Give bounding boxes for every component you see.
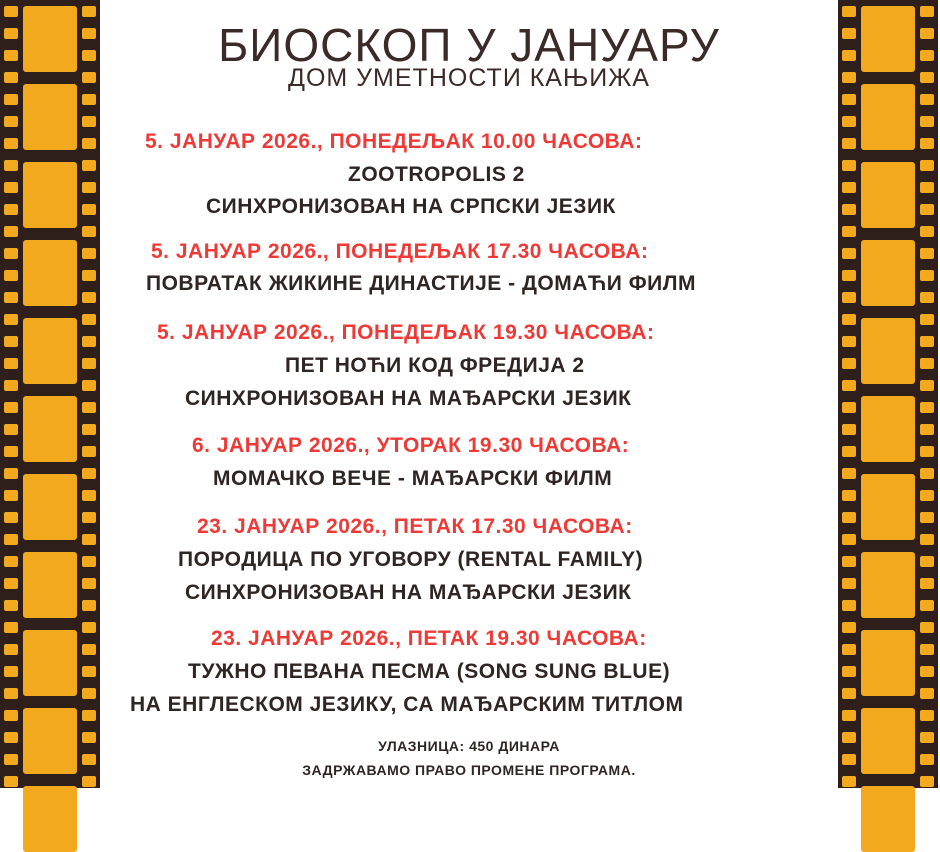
film-perforation: [82, 204, 96, 215]
film-perforation: [82, 292, 96, 303]
film-perforation: [842, 50, 856, 61]
film-perforation: [920, 424, 934, 435]
film-perforation: [842, 446, 856, 457]
film-perforation: [920, 666, 934, 677]
film-perforation: [842, 534, 856, 545]
screening-4-date: 6. ЈАНУАР 2026., УТОРАК 19.30 ЧАСОВА:: [192, 434, 630, 457]
screening-2-title: ПОВРАТАК ЖИКИНЕ ДИНАСТИЈЕ - ДОМАЋИ ФИЛМ: [146, 272, 696, 295]
film-frame: [23, 630, 77, 696]
film-perforation: [4, 6, 18, 17]
film-perforation: [4, 600, 18, 611]
film-perforation: [4, 402, 18, 413]
screening-5-date: 23. ЈАНУАР 2026., ПЕТАК 17.30 ЧАСОВА:: [197, 515, 633, 538]
film-perforation: [4, 94, 18, 105]
film-perforation: [82, 138, 96, 149]
film-perforation: [82, 28, 96, 39]
film-perforation: [4, 622, 18, 633]
venue-subtitle: ДОМ УМЕТНОСТИ КАЊИЖА: [288, 64, 650, 92]
film-perforation: [4, 72, 18, 83]
screening-1-date: 5. ЈАНУАР 2026., ПОНЕДЕЉАК 10.00 ЧАСОВА:: [145, 130, 643, 153]
film-perforation: [920, 270, 934, 281]
film-perforation: [82, 754, 96, 765]
film-perforation: [842, 248, 856, 259]
screening-6-date: 23. ЈАНУАР 2026., ПЕТАК 19.30 ЧАСОВА:: [211, 627, 647, 650]
film-perforation-column: [920, 0, 934, 788]
film-perforation: [920, 688, 934, 699]
film-perforation: [920, 710, 934, 721]
film-perforation: [920, 138, 934, 149]
film-frame: [861, 396, 915, 462]
film-perforation: [920, 204, 934, 215]
film-perforation: [4, 534, 18, 545]
film-perforation: [82, 182, 96, 193]
film-perforation: [82, 490, 96, 501]
film-perforation: [920, 28, 934, 39]
film-perforation: [4, 270, 18, 281]
film-perforation: [842, 204, 856, 215]
film-perforation: [920, 50, 934, 61]
film-perforation: [920, 160, 934, 171]
film-perforation: [82, 248, 96, 259]
film-frame: [23, 474, 77, 540]
film-perforation: [842, 226, 856, 237]
film-perforation: [4, 248, 18, 259]
film-perforation: [920, 336, 934, 347]
screening-6-title: ТУЖНО ПЕВАНА ПЕСМА (SONG SUNG BLUE): [188, 660, 671, 683]
film-frame: [861, 162, 915, 228]
film-perforation: [920, 732, 934, 743]
film-perforation: [4, 512, 18, 523]
film-frame: [23, 708, 77, 774]
film-perforation: [82, 688, 96, 699]
film-perforation: [4, 644, 18, 655]
film-perforation: [82, 600, 96, 611]
film-perforation: [82, 72, 96, 83]
film-perforation: [920, 600, 934, 611]
film-perforation: [842, 512, 856, 523]
film-perforation: [82, 402, 96, 413]
film-perforation-column: [4, 0, 18, 788]
film-perforation: [842, 6, 856, 17]
film-perforation: [920, 446, 934, 457]
film-frame: [861, 630, 915, 696]
film-perforation: [82, 226, 96, 237]
film-perforation: [4, 776, 18, 787]
film-perforation: [920, 512, 934, 523]
film-perforation: [82, 578, 96, 589]
film-perforation: [82, 644, 96, 655]
film-perforation-column: [82, 0, 96, 788]
page-title: БИОСКОП У ЈАНУАРУ: [218, 19, 720, 71]
film-perforation: [4, 446, 18, 457]
film-perforation: [920, 94, 934, 105]
film-perforation: [82, 512, 96, 523]
film-perforation: [842, 666, 856, 677]
film-perforation: [920, 556, 934, 567]
film-frame: [23, 240, 77, 306]
film-perforation: [842, 402, 856, 413]
film-perforation: [920, 644, 934, 655]
film-perforation: [842, 138, 856, 149]
ticket-price: УЛАЗНИЦА: 450 ДИНАРА: [378, 738, 560, 754]
film-perforation: [82, 776, 96, 787]
film-frame: [861, 6, 915, 72]
film-perforation: [920, 490, 934, 501]
film-perforation: [842, 380, 856, 391]
film-frame: [23, 162, 77, 228]
film-perforation: [4, 50, 18, 61]
film-perforation: [82, 336, 96, 347]
film-perforation: [4, 666, 18, 677]
film-perforation: [4, 160, 18, 171]
film-perforation: [82, 710, 96, 721]
film-perforation: [842, 28, 856, 39]
film-perforation: [82, 732, 96, 743]
screening-3-date: 5. ЈАНУАР 2026., ПОНЕДЕЉАК 19.30 ЧАСОВА:: [157, 321, 655, 344]
screening-5-title: ПОРОДИЦА ПО УГОВОРУ (RENTAL FAMILY): [178, 548, 644, 571]
left-filmstrip-decoration: [0, 0, 100, 788]
film-perforation: [920, 314, 934, 325]
film-perforation: [4, 182, 18, 193]
film-perforation: [4, 116, 18, 127]
film-perforation: [842, 644, 856, 655]
film-perforation-column: [842, 0, 856, 788]
film-perforation: [842, 424, 856, 435]
film-perforation: [920, 578, 934, 589]
screening-6-note: НА ЕНГЛЕСКОМ ЈЕЗИКУ, СА МАЂАРСКИМ ТИТЛОМ: [130, 693, 684, 716]
film-perforation: [920, 6, 934, 17]
film-perforation: [82, 446, 96, 457]
film-perforation: [4, 468, 18, 479]
film-perforation: [842, 688, 856, 699]
film-perforation: [842, 336, 856, 347]
film-perforation: [4, 138, 18, 149]
film-perforation: [842, 358, 856, 369]
film-perforation: [920, 402, 934, 413]
film-perforation: [82, 270, 96, 281]
film-frame: [861, 786, 915, 852]
film-perforation: [82, 468, 96, 479]
film-perforation: [842, 710, 856, 721]
film-perforation: [4, 314, 18, 325]
film-perforation: [920, 776, 934, 787]
film-perforation: [920, 380, 934, 391]
film-frame: [861, 552, 915, 618]
film-perforation: [842, 314, 856, 325]
film-perforation: [82, 6, 96, 17]
film-perforation: [920, 72, 934, 83]
screening-4-title: МОМАЧКО ВЕЧЕ - МАЂАРСКИ ФИЛМ: [213, 467, 613, 490]
film-perforation: [920, 468, 934, 479]
right-filmstrip-decoration: [838, 0, 938, 788]
film-perforation: [920, 754, 934, 765]
film-frame: [23, 552, 77, 618]
screening-3-title: ПЕТ НОЋИ КОД ФРЕДИЈА 2: [285, 354, 585, 377]
film-perforation: [82, 666, 96, 677]
film-perforation: [842, 578, 856, 589]
poster-content: [100, 0, 838, 788]
film-perforation: [842, 622, 856, 633]
film-perforation: [4, 380, 18, 391]
film-perforation: [4, 556, 18, 567]
film-perforation: [4, 732, 18, 743]
film-perforation: [82, 622, 96, 633]
film-frame: [861, 474, 915, 540]
film-frame: [861, 708, 915, 774]
film-perforation: [920, 534, 934, 545]
film-perforation: [4, 490, 18, 501]
screening-3-note: СИНХРОНИЗОВАН НА МАЂАРСКИ ЈЕЗИК: [185, 387, 632, 410]
film-perforation: [920, 182, 934, 193]
film-perforation: [920, 248, 934, 259]
film-perforation: [842, 556, 856, 567]
film-perforation: [842, 600, 856, 611]
film-perforation: [82, 160, 96, 171]
film-perforation: [4, 358, 18, 369]
film-perforation: [82, 50, 96, 61]
film-perforation: [82, 556, 96, 567]
film-perforation: [842, 94, 856, 105]
film-frame: [23, 318, 77, 384]
film-frame: [23, 786, 77, 852]
film-perforation: [4, 578, 18, 589]
film-perforation: [842, 490, 856, 501]
film-frame: [23, 396, 77, 462]
film-frame: [23, 6, 77, 72]
film-perforation: [4, 336, 18, 347]
film-perforation: [82, 314, 96, 325]
film-perforation: [82, 116, 96, 127]
film-frame: [23, 84, 77, 150]
film-perforation: [842, 116, 856, 127]
screening-1-note: СИНХРОНИЗОВАН НА СРПСКИ ЈЕЗИК: [206, 195, 616, 218]
film-frame: [861, 84, 915, 150]
film-frame: [861, 318, 915, 384]
film-perforation: [920, 622, 934, 633]
film-perforation: [920, 226, 934, 237]
screening-5-note: СИНХРОНИЗОВАН НА МАЂАРСКИ ЈЕЗИК: [185, 581, 632, 604]
film-perforation: [4, 754, 18, 765]
film-perforation: [4, 292, 18, 303]
film-perforation: [82, 358, 96, 369]
program-change-notice: ЗАДРЖАВАМО ПРАВО ПРОМЕНЕ ПРОГРАМА.: [302, 762, 636, 778]
film-perforation: [842, 776, 856, 787]
film-perforation: [82, 94, 96, 105]
film-perforation: [842, 72, 856, 83]
film-perforation: [4, 710, 18, 721]
film-perforation: [82, 534, 96, 545]
screening-1-title: ZOOTROPOLIS 2: [348, 163, 525, 186]
film-perforation: [842, 160, 856, 171]
film-perforation: [4, 204, 18, 215]
film-perforation: [842, 182, 856, 193]
film-perforation: [842, 292, 856, 303]
film-perforation: [82, 380, 96, 391]
film-perforation: [4, 226, 18, 237]
film-frame: [861, 240, 915, 306]
film-perforation: [842, 468, 856, 479]
film-perforation: [920, 292, 934, 303]
film-perforation: [4, 28, 18, 39]
film-perforation: [920, 116, 934, 127]
film-perforation: [82, 424, 96, 435]
screening-2-date: 5. ЈАНУАР 2026., ПОНЕДЕЉАК 17.30 ЧАСОВА:: [151, 240, 649, 263]
film-perforation: [842, 754, 856, 765]
film-perforation: [842, 732, 856, 743]
film-perforation: [920, 358, 934, 369]
film-perforation: [842, 270, 856, 281]
film-perforation: [4, 424, 18, 435]
film-perforation: [4, 688, 18, 699]
